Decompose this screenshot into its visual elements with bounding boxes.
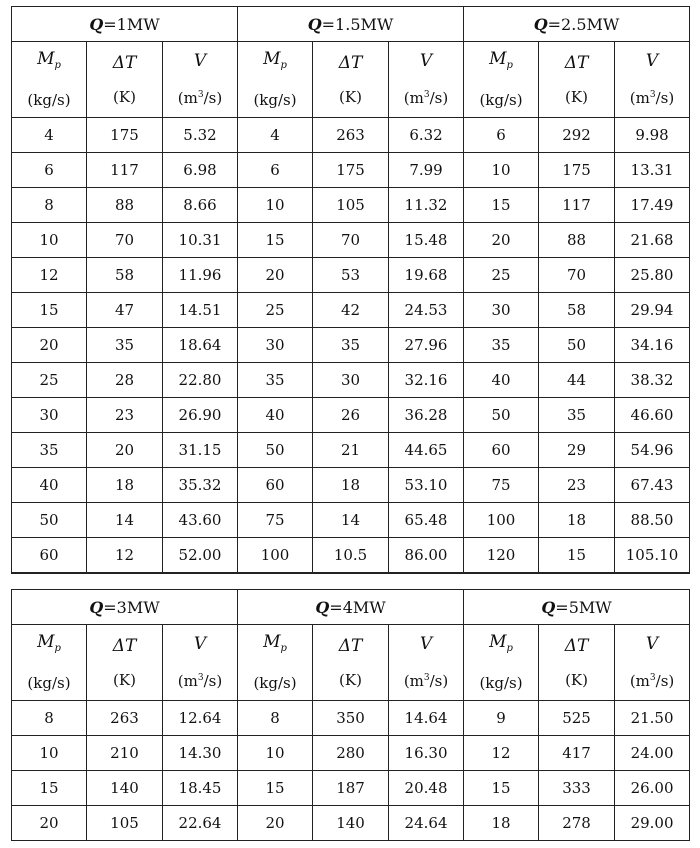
cell-mass-flow: 100 xyxy=(238,538,313,574)
cell-volume-flow: 21.50 xyxy=(615,701,690,736)
cell-temperature-rise: 35 xyxy=(539,398,615,433)
cell-mass-flow: 9 xyxy=(464,701,539,736)
cell-mass-flow: 10 xyxy=(12,736,87,771)
cell-mass-flow: 12 xyxy=(464,736,539,771)
power-group-title xyxy=(464,7,690,42)
cell-volume-flow: 29.94 xyxy=(615,293,690,328)
cell-volume-flow: 43.60 xyxy=(163,503,238,538)
cell-mass-flow: 10 xyxy=(238,736,313,771)
volume-unit-base: (m xyxy=(629,672,650,690)
temperature-symbol: ΔT xyxy=(112,52,137,73)
cell-volume-flow: 13.31 xyxy=(615,153,690,188)
cell-volume-flow: 24.00 xyxy=(615,736,690,771)
table-row xyxy=(12,736,690,771)
volume-unit-base: (m xyxy=(403,672,424,690)
power-group-title xyxy=(12,590,238,625)
cell-temperature-rise: 18 xyxy=(313,468,389,503)
cell-temperature-rise: 175 xyxy=(87,118,163,153)
volume-unit-exponent: 3 xyxy=(197,90,204,100)
cell-mass-flow: 15 xyxy=(238,223,313,258)
volume-unit-tail: /s) xyxy=(429,672,449,690)
cell-volume-flow: 14.51 xyxy=(163,293,238,328)
cell-volume-flow: 11.96 xyxy=(163,258,238,293)
cell-mass-flow: 8 xyxy=(12,188,87,223)
cell-volume-flow: 36.28 xyxy=(389,398,464,433)
temperature-symbol: ΔT xyxy=(564,635,589,656)
cell-volume-flow: 27.96 xyxy=(389,328,464,363)
cell-temperature-rise: 35 xyxy=(87,328,163,363)
power-symbol: Q xyxy=(89,597,104,617)
volume-unit-tail: /s) xyxy=(203,89,223,107)
cell-mass-flow: 30 xyxy=(12,398,87,433)
table-row xyxy=(12,153,690,188)
cell-volume-flow: 20.48 xyxy=(389,771,464,806)
cell-temperature-rise: 175 xyxy=(313,153,389,188)
cell-volume-flow: 38.32 xyxy=(615,363,690,398)
cell-temperature-rise: 15 xyxy=(539,538,615,574)
header-mass-flow xyxy=(238,625,313,701)
cell-temperature-rise: 187 xyxy=(313,771,389,806)
cell-mass-flow: 20 xyxy=(238,258,313,293)
header-volume-flow xyxy=(615,42,690,118)
header-mass-flow xyxy=(12,625,87,701)
cell-temperature-rise: 23 xyxy=(87,398,163,433)
power-value: =1MW xyxy=(103,14,160,34)
cell-temperature-rise: 175 xyxy=(539,153,615,188)
cell-temperature-rise: 280 xyxy=(313,736,389,771)
mass-flow-symbol: M xyxy=(37,632,55,652)
cell-volume-flow: 5.32 xyxy=(163,118,238,153)
cell-mass-flow: 10 xyxy=(464,153,539,188)
volume-unit-base: (m xyxy=(403,89,424,107)
temperature-symbol: ΔT xyxy=(564,52,589,73)
cell-volume-flow: 10.31 xyxy=(163,223,238,258)
power-value: =4MW xyxy=(329,597,386,617)
cell-temperature-rise: 88 xyxy=(539,223,615,258)
temperature-unit: (K) xyxy=(565,670,588,689)
mass-flow-symbol: M xyxy=(489,632,507,652)
mass-flow-unit: (kg/s) xyxy=(479,674,523,692)
header-volume-flow xyxy=(389,625,464,701)
cell-mass-flow: 75 xyxy=(238,503,313,538)
header-temperature-rise xyxy=(539,625,615,701)
cell-mass-flow: 8 xyxy=(238,701,313,736)
cell-temperature-rise: 350 xyxy=(313,701,389,736)
cell-mass-flow: 30 xyxy=(464,293,539,328)
header-mass-flow xyxy=(238,42,313,118)
cell-temperature-rise: 23 xyxy=(539,468,615,503)
mass-flow-unit: (kg/s) xyxy=(27,674,71,692)
cell-volume-flow: 21.68 xyxy=(615,223,690,258)
header-mass-flow xyxy=(464,42,539,118)
table-row xyxy=(12,503,690,538)
cell-mass-flow: 10 xyxy=(238,188,313,223)
cell-volume-flow: 86.00 xyxy=(389,538,464,574)
temperature-symbol: ΔT xyxy=(112,635,137,656)
volume-unit-exponent: 3 xyxy=(649,90,656,100)
power-value: =5MW xyxy=(555,597,612,617)
cell-mass-flow: 8 xyxy=(12,701,87,736)
mass-flow-subscript: p xyxy=(506,60,513,71)
volume-unit xyxy=(404,672,448,690)
cell-temperature-rise: 47 xyxy=(87,293,163,328)
table-row xyxy=(12,363,690,398)
temperature-symbol: ΔT xyxy=(338,52,363,73)
volume-unit xyxy=(404,89,448,107)
volume-symbol: V xyxy=(419,51,433,71)
cell-temperature-rise: 26 xyxy=(313,398,389,433)
temperature-symbol: ΔT xyxy=(338,635,363,656)
cell-volume-flow: 12.64 xyxy=(163,701,238,736)
volume-unit-exponent: 3 xyxy=(423,90,430,100)
temperature-unit: (K) xyxy=(113,87,136,106)
mass-flow-symbol: M xyxy=(263,632,281,652)
cell-temperature-rise: 53 xyxy=(313,258,389,293)
power-symbol: Q xyxy=(89,14,104,34)
cell-temperature-rise: 263 xyxy=(313,118,389,153)
cell-volume-flow: 88.50 xyxy=(615,503,690,538)
cell-volume-flow: 22.80 xyxy=(163,363,238,398)
volume-unit-base: (m xyxy=(177,89,198,107)
mass-flow-subscript: p xyxy=(506,643,513,654)
power-symbol: Q xyxy=(307,14,322,34)
cell-mass-flow: 25 xyxy=(12,363,87,398)
cell-mass-flow: 15 xyxy=(464,188,539,223)
cell-mass-flow: 60 xyxy=(238,468,313,503)
cell-temperature-rise: 10.5 xyxy=(313,538,389,574)
cell-temperature-rise: 30 xyxy=(313,363,389,398)
volume-unit xyxy=(630,89,674,107)
cell-volume-flow: 54.96 xyxy=(615,433,690,468)
mass-flow-subscript: p xyxy=(54,60,61,71)
table-row xyxy=(12,806,690,841)
power-symbol: Q xyxy=(541,597,556,617)
volume-unit-exponent: 3 xyxy=(197,673,204,683)
cell-temperature-rise: 140 xyxy=(87,771,163,806)
cell-volume-flow: 26.00 xyxy=(615,771,690,806)
cell-mass-flow: 15 xyxy=(238,771,313,806)
cell-volume-flow: 17.49 xyxy=(615,188,690,223)
cell-volume-flow: 22.64 xyxy=(163,806,238,841)
volume-symbol: V xyxy=(419,634,433,654)
cell-mass-flow: 30 xyxy=(238,328,313,363)
cell-mass-flow: 6 xyxy=(464,118,539,153)
table-block-top xyxy=(11,6,690,574)
mass-flow-subscript: p xyxy=(54,643,61,654)
cell-volume-flow: 14.64 xyxy=(389,701,464,736)
cell-mass-flow: 25 xyxy=(238,293,313,328)
cell-temperature-rise: 18 xyxy=(539,503,615,538)
mass-flow-unit: (kg/s) xyxy=(479,91,523,109)
cell-temperature-rise: 210 xyxy=(87,736,163,771)
volume-unit xyxy=(178,672,222,690)
header-volume-flow xyxy=(163,42,238,118)
power-value: =1.5MW xyxy=(321,14,394,34)
cell-mass-flow: 75 xyxy=(464,468,539,503)
power-symbol: Q xyxy=(315,597,330,617)
table-row xyxy=(12,258,690,293)
column-header-row xyxy=(12,42,690,118)
cell-temperature-rise: 70 xyxy=(539,258,615,293)
cell-temperature-rise: 292 xyxy=(539,118,615,153)
cell-mass-flow: 50 xyxy=(12,503,87,538)
volume-unit-exponent: 3 xyxy=(649,673,656,683)
cell-temperature-rise: 28 xyxy=(87,363,163,398)
volume-unit-tail: /s) xyxy=(655,672,675,690)
table-block-bottom xyxy=(11,589,690,841)
table-row xyxy=(12,538,690,574)
power-value: =2.5MW xyxy=(547,14,620,34)
mass-flow-subscript: p xyxy=(280,60,287,71)
cell-temperature-rise: 88 xyxy=(87,188,163,223)
temperature-unit: (K) xyxy=(339,87,362,106)
cell-mass-flow: 4 xyxy=(238,118,313,153)
cell-temperature-rise: 14 xyxy=(87,503,163,538)
cell-volume-flow: 14.30 xyxy=(163,736,238,771)
table-row xyxy=(12,293,690,328)
cell-mass-flow: 40 xyxy=(12,468,87,503)
table-row xyxy=(12,398,690,433)
cell-volume-flow: 11.32 xyxy=(389,188,464,223)
cell-volume-flow: 65.48 xyxy=(389,503,464,538)
cell-mass-flow: 15 xyxy=(12,293,87,328)
cell-volume-flow: 16.30 xyxy=(389,736,464,771)
temperature-unit: (K) xyxy=(565,87,588,106)
mass-flow-symbol: M xyxy=(263,49,281,69)
table-row xyxy=(12,701,690,736)
cell-volume-flow: 15.48 xyxy=(389,223,464,258)
volume-unit-tail: /s) xyxy=(429,89,449,107)
cell-temperature-rise: 29 xyxy=(539,433,615,468)
header-temperature-rise xyxy=(313,42,389,118)
cell-mass-flow: 60 xyxy=(12,538,87,574)
cell-temperature-rise: 21 xyxy=(313,433,389,468)
mass-flow-symbol: M xyxy=(489,49,507,69)
cell-mass-flow: 50 xyxy=(464,398,539,433)
volume-unit xyxy=(178,89,222,107)
cell-volume-flow: 53.10 xyxy=(389,468,464,503)
header-temperature-rise xyxy=(87,42,163,118)
power-header-row xyxy=(12,590,690,625)
power-value: =3MW xyxy=(103,597,160,617)
cell-mass-flow: 6 xyxy=(12,153,87,188)
cell-mass-flow: 6 xyxy=(238,153,313,188)
cell-temperature-rise: 44 xyxy=(539,363,615,398)
cell-temperature-rise: 525 xyxy=(539,701,615,736)
cell-volume-flow: 29.00 xyxy=(615,806,690,841)
volume-unit xyxy=(630,672,674,690)
cell-volume-flow: 34.16 xyxy=(615,328,690,363)
mass-flow-unit: (kg/s) xyxy=(253,674,297,692)
cell-temperature-rise: 333 xyxy=(539,771,615,806)
cell-volume-flow: 105.10 xyxy=(615,538,690,574)
cell-volume-flow: 19.68 xyxy=(389,258,464,293)
header-temperature-rise xyxy=(313,625,389,701)
column-header-row xyxy=(12,625,690,701)
power-group-title xyxy=(12,7,238,42)
cell-mass-flow: 15 xyxy=(12,771,87,806)
cell-mass-flow: 100 xyxy=(464,503,539,538)
cell-volume-flow: 67.43 xyxy=(615,468,690,503)
mass-flow-subscript: p xyxy=(280,643,287,654)
cell-mass-flow: 4 xyxy=(12,118,87,153)
header-volume-flow xyxy=(389,42,464,118)
cell-mass-flow: 25 xyxy=(464,258,539,293)
cell-mass-flow: 20 xyxy=(238,806,313,841)
cell-volume-flow: 44.65 xyxy=(389,433,464,468)
volume-symbol: V xyxy=(193,51,207,71)
cell-mass-flow: 40 xyxy=(464,363,539,398)
volume-unit-exponent: 3 xyxy=(423,673,430,683)
cell-temperature-rise: 35 xyxy=(313,328,389,363)
cell-volume-flow: 8.66 xyxy=(163,188,238,223)
cell-temperature-rise: 20 xyxy=(87,433,163,468)
volume-unit-tail: /s) xyxy=(655,89,675,107)
cell-volume-flow: 9.98 xyxy=(615,118,690,153)
mass-flow-unit: (kg/s) xyxy=(27,91,71,109)
cell-temperature-rise: 70 xyxy=(313,223,389,258)
table-row xyxy=(12,118,690,153)
header-mass-flow xyxy=(464,625,539,701)
cell-mass-flow: 35 xyxy=(238,363,313,398)
cell-volume-flow: 26.90 xyxy=(163,398,238,433)
cell-temperature-rise: 140 xyxy=(313,806,389,841)
cell-mass-flow: 18 xyxy=(464,806,539,841)
cell-volume-flow: 24.64 xyxy=(389,806,464,841)
power-group-title xyxy=(238,590,464,625)
cell-temperature-rise: 105 xyxy=(313,188,389,223)
cell-temperature-rise: 263 xyxy=(87,701,163,736)
cell-temperature-rise: 417 xyxy=(539,736,615,771)
cell-mass-flow: 10 xyxy=(12,223,87,258)
cell-temperature-rise: 117 xyxy=(539,188,615,223)
temperature-unit: (K) xyxy=(113,670,136,689)
cell-temperature-rise: 42 xyxy=(313,293,389,328)
volume-symbol: V xyxy=(193,634,207,654)
cell-mass-flow: 20 xyxy=(464,223,539,258)
cell-volume-flow: 52.00 xyxy=(163,538,238,574)
cell-mass-flow: 15 xyxy=(464,771,539,806)
temperature-unit: (K) xyxy=(339,670,362,689)
cell-mass-flow: 60 xyxy=(464,433,539,468)
power-header-row xyxy=(12,7,690,42)
table-row xyxy=(12,468,690,503)
cell-temperature-rise: 117 xyxy=(87,153,163,188)
cell-volume-flow: 35.32 xyxy=(163,468,238,503)
table-row xyxy=(12,188,690,223)
cell-temperature-rise: 58 xyxy=(87,258,163,293)
cell-mass-flow: 40 xyxy=(238,398,313,433)
mass-flow-unit: (kg/s) xyxy=(253,91,297,109)
cell-mass-flow: 120 xyxy=(464,538,539,574)
cell-mass-flow: 35 xyxy=(12,433,87,468)
cell-temperature-rise: 58 xyxy=(539,293,615,328)
cell-mass-flow: 20 xyxy=(12,806,87,841)
volume-symbol: V xyxy=(645,634,659,654)
cell-volume-flow: 18.64 xyxy=(163,328,238,363)
cell-volume-flow: 18.45 xyxy=(163,771,238,806)
cell-volume-flow: 24.53 xyxy=(389,293,464,328)
cell-temperature-rise: 70 xyxy=(87,223,163,258)
table-row xyxy=(12,433,690,468)
table-row xyxy=(12,328,690,363)
header-volume-flow xyxy=(615,625,690,701)
cell-temperature-rise: 50 xyxy=(539,328,615,363)
cell-volume-flow: 6.32 xyxy=(389,118,464,153)
power-group-title xyxy=(464,590,690,625)
volume-unit-tail: /s) xyxy=(203,672,223,690)
volume-unit-base: (m xyxy=(177,672,198,690)
cell-mass-flow: 20 xyxy=(12,328,87,363)
cell-volume-flow: 32.16 xyxy=(389,363,464,398)
cell-volume-flow: 46.60 xyxy=(615,398,690,433)
cell-volume-flow: 25.80 xyxy=(615,258,690,293)
cell-mass-flow: 35 xyxy=(464,328,539,363)
power-symbol: Q xyxy=(533,14,548,34)
power-group-title xyxy=(238,7,464,42)
cell-temperature-rise: 14 xyxy=(313,503,389,538)
header-temperature-rise xyxy=(539,42,615,118)
header-mass-flow xyxy=(12,42,87,118)
header-volume-flow xyxy=(163,625,238,701)
cell-volume-flow: 31.15 xyxy=(163,433,238,468)
cell-volume-flow: 7.99 xyxy=(389,153,464,188)
volume-unit-base: (m xyxy=(629,89,650,107)
cell-mass-flow: 12 xyxy=(12,258,87,293)
header-temperature-rise xyxy=(87,625,163,701)
cell-mass-flow: 50 xyxy=(238,433,313,468)
cell-temperature-rise: 105 xyxy=(87,806,163,841)
cell-temperature-rise: 12 xyxy=(87,538,163,574)
cell-temperature-rise: 18 xyxy=(87,468,163,503)
cell-volume-flow: 6.98 xyxy=(163,153,238,188)
table-row xyxy=(12,771,690,806)
volume-symbol: V xyxy=(645,51,659,71)
cell-temperature-rise: 278 xyxy=(539,806,615,841)
mass-flow-symbol: M xyxy=(37,49,55,69)
table-row xyxy=(12,223,690,258)
